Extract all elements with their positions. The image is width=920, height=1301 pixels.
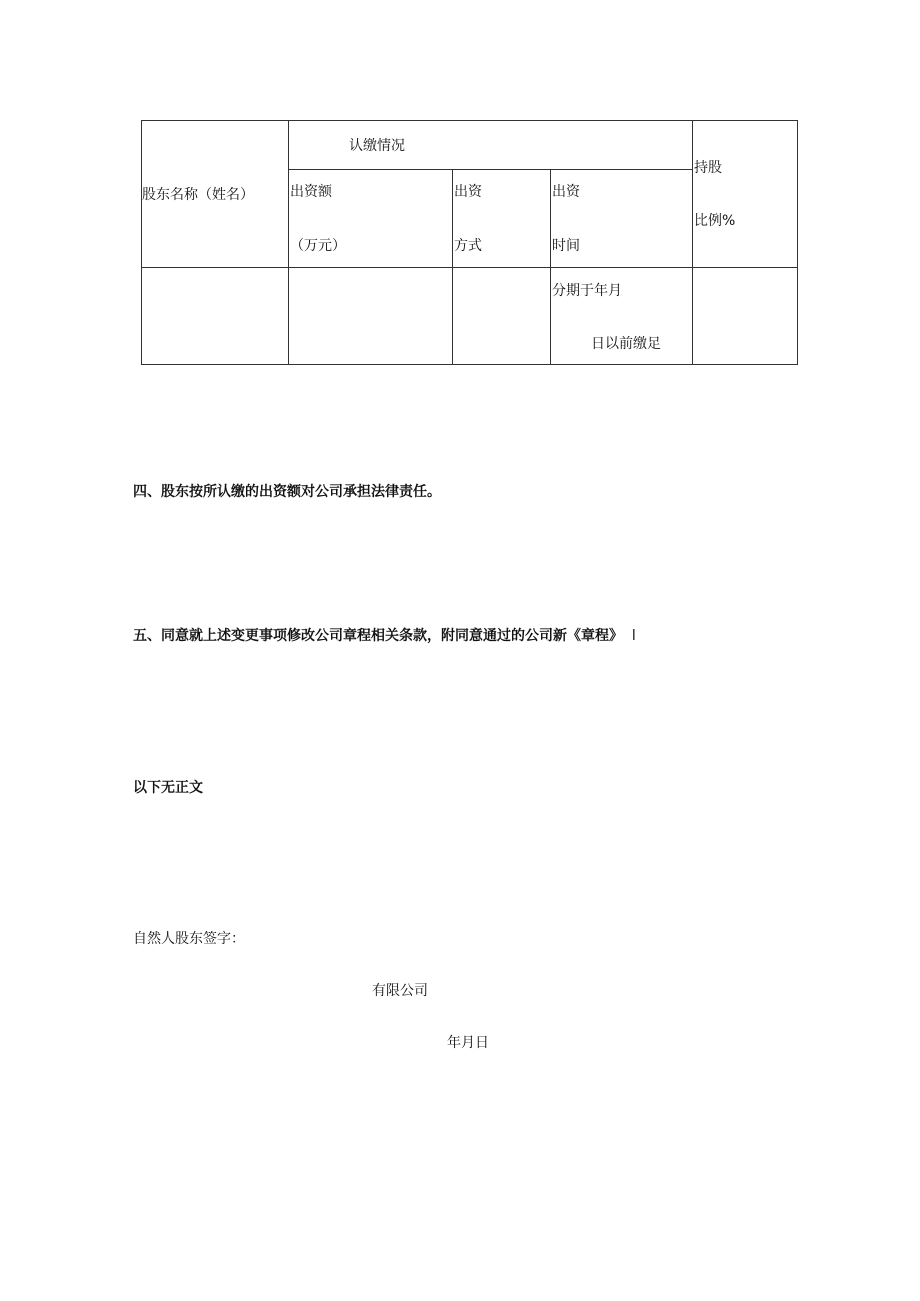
end-note: 以下无正文 [133, 780, 203, 796]
header-amount-line1: 出资额 [290, 184, 332, 200]
header-time-line2: 时间 [552, 238, 580, 254]
header-method-line2: 方式 [454, 238, 482, 254]
row1-time-line1: 分期于年月 [552, 283, 622, 299]
header-method-line1: 出资 [454, 184, 482, 200]
clause-5 [133, 627, 636, 645]
header-ratio-line2: 比例% [694, 213, 736, 229]
clause-5-mark: l [631, 628, 636, 644]
header-ratio-line1: 持股 [694, 160, 722, 176]
header-shareholder-name: 股东名称（姓名） [142, 187, 254, 203]
header-time-line1: 出资 [552, 184, 580, 200]
header-amount-line2: （万元） [290, 238, 346, 254]
signature-date: 年月日 [447, 1035, 489, 1051]
company-name: 有限公司 [372, 983, 428, 999]
header-subscription-group: 认缴情况 [349, 138, 405, 154]
clause-4: 四、股东按所认缴的出资额对公司承担法律责任。 [133, 484, 441, 500]
clause-5-text: 五、同意就上述变更事项修改公司章程相关条款，附同意通过的公司新《章程》 [133, 628, 623, 644]
row1-time-line2: 日以前缴足 [591, 336, 661, 352]
signature-label: 自然人股东签字： [133, 931, 245, 947]
